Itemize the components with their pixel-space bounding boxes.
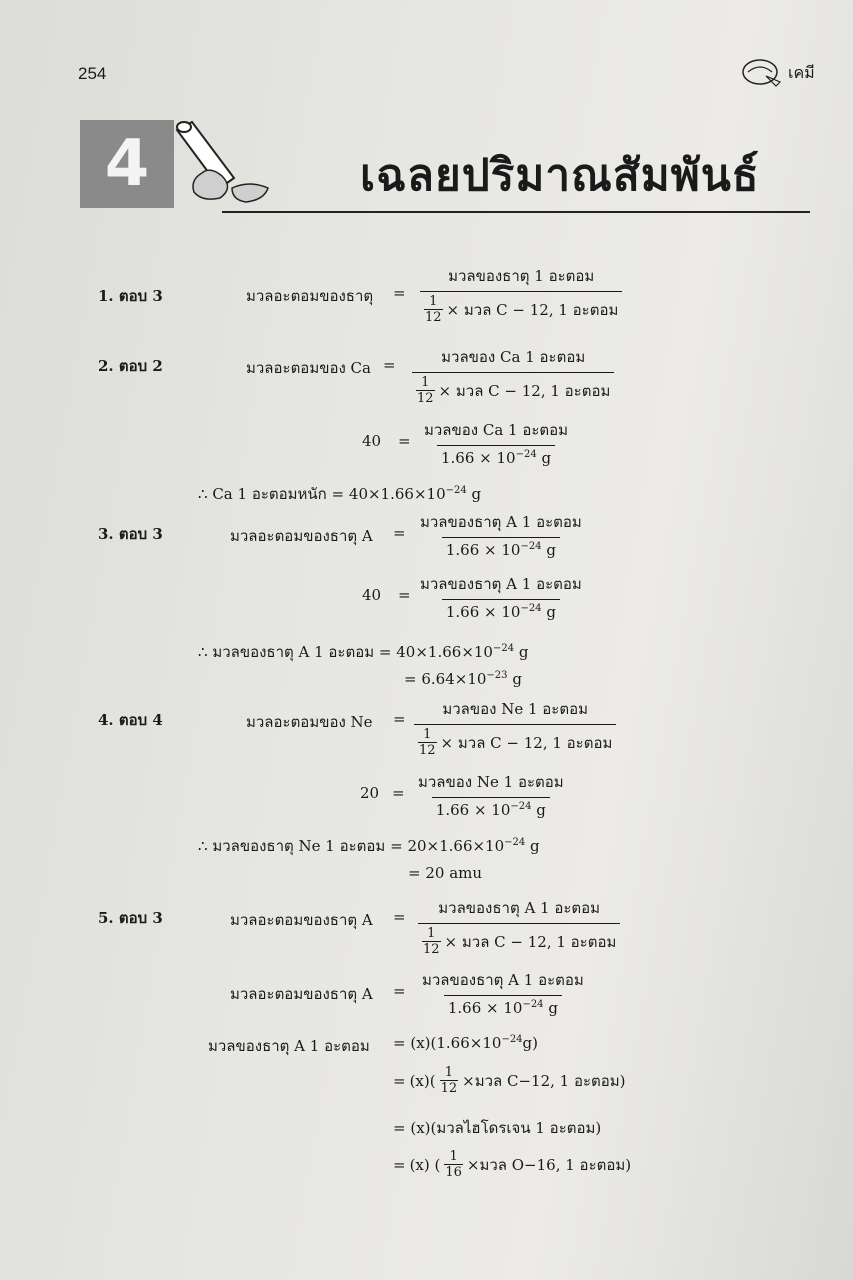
result-rhs: 40×1.66×10 bbox=[396, 643, 493, 661]
answer-5-mass-lhs: มวลของธาตุ A 1 อะตอม bbox=[208, 1037, 370, 1055]
fraction-numerator: มวลของธาตุ A 1 อะตอม bbox=[420, 513, 582, 531]
fraction-denominator bbox=[432, 797, 550, 819]
unit: g bbox=[546, 541, 556, 559]
answer-2-fraction bbox=[412, 345, 614, 405]
answer-4-step-fraction bbox=[414, 770, 568, 819]
exponent: −23 bbox=[486, 670, 508, 681]
unit: g bbox=[541, 449, 552, 467]
result-rhs: 40×1.66×10 bbox=[348, 485, 446, 503]
unit: g bbox=[530, 837, 540, 855]
chapter-number-box bbox=[80, 120, 174, 208]
answer-3-label: 3. ตอบ 3 bbox=[98, 525, 163, 543]
equals-sign: = bbox=[393, 1071, 406, 1090]
equals-sign: = bbox=[393, 284, 406, 302]
denominator-base: 1.66 × 10 bbox=[440, 449, 516, 467]
fraction-numerator: มวลของธาตุ A 1 อะตอม bbox=[422, 971, 584, 989]
answer-3-result bbox=[198, 640, 528, 664]
one-twelfth bbox=[418, 728, 437, 757]
fraction-denominator bbox=[412, 372, 614, 405]
equals-sign: = bbox=[398, 586, 411, 604]
exponent: −24 bbox=[520, 603, 542, 614]
flask-illustration-icon bbox=[172, 118, 272, 208]
fraction-numerator: มวลของ Ne 1 อะตอม bbox=[418, 773, 564, 791]
exponent: −24 bbox=[501, 1034, 523, 1045]
unit: g bbox=[546, 603, 556, 621]
fraction-denominator bbox=[437, 445, 555, 467]
exponent: −24 bbox=[445, 485, 467, 496]
unit: g bbox=[536, 801, 546, 819]
unit: g bbox=[512, 670, 522, 688]
answer-4-label: 4. ตอบ 4 bbox=[98, 711, 163, 729]
answer-3-lhs: มวลอะตอมของธาตุ A bbox=[230, 527, 373, 545]
mini-denominator: 12 bbox=[423, 942, 440, 957]
fraction-denominator bbox=[420, 291, 622, 324]
equals-sign: = bbox=[393, 1155, 406, 1174]
answer-3-step-fraction bbox=[416, 572, 586, 621]
page-number: 254 bbox=[78, 64, 107, 83]
answer-4-fraction bbox=[414, 697, 616, 757]
fraction-denominator bbox=[414, 724, 616, 757]
mini-numerator: 1 bbox=[429, 294, 438, 309]
mini-numerator: 1 bbox=[423, 727, 432, 742]
answer-2-label: 2. ตอบ 2 bbox=[98, 357, 163, 375]
mini-numerator: 1 bbox=[444, 1065, 453, 1080]
equals-sign: = bbox=[378, 643, 392, 661]
fraction-numerator: มวลของ Ne 1 อะตอม bbox=[442, 700, 589, 718]
answer-1-label: 1. ตอบ 3 bbox=[98, 287, 163, 305]
answer-5-line-1 bbox=[393, 1034, 538, 1052]
equals-sign: = bbox=[390, 837, 403, 855]
fraction-denominator bbox=[418, 923, 620, 956]
line-text: (x)( bbox=[409, 1071, 436, 1090]
mini-denominator: 12 bbox=[417, 391, 434, 406]
denominator-base: 1.66 × 10 bbox=[435, 801, 511, 819]
chapter-number: 4 bbox=[104, 127, 150, 201]
result-rhs: 20×1.66×10 bbox=[407, 837, 505, 855]
answer-5-line-3 bbox=[393, 1116, 601, 1140]
answer-2-result bbox=[198, 482, 481, 506]
fraction-denominator bbox=[442, 537, 560, 559]
answer-1-fraction bbox=[420, 264, 622, 324]
fraction-numerator: มวลของ Ca 1 อะตอม bbox=[441, 348, 586, 366]
fraction-numerator: มวลของธาตุ A 1 อะตอม bbox=[420, 575, 582, 593]
result-lhs: มวลของธาตุ A 1 อะตอม bbox=[212, 643, 375, 661]
answer-3-step-lhs: 40 bbox=[362, 586, 382, 604]
title-rule bbox=[222, 211, 810, 213]
exponent: −24 bbox=[522, 999, 544, 1010]
one-twelfth bbox=[416, 376, 435, 405]
line-tail: g) bbox=[522, 1034, 539, 1052]
mini-denominator: 12 bbox=[440, 1081, 458, 1096]
beaker-logo-icon bbox=[740, 58, 784, 88]
one-twelfth bbox=[422, 927, 441, 956]
mini-denominator: 12 bbox=[419, 743, 436, 758]
line-tail: ×มวล O−16, 1 อะตอม) bbox=[466, 1155, 632, 1174]
subject-header bbox=[740, 58, 815, 88]
answer-2-step-fraction bbox=[420, 418, 572, 467]
one-twelfth bbox=[424, 295, 443, 324]
subject-label: เคมี bbox=[788, 62, 815, 82]
line-text: (x)(1.66×10 bbox=[410, 1034, 502, 1052]
fraction-numerator: มวลของธาตุ 1 อะตอม bbox=[448, 267, 595, 285]
final-value: 20 amu bbox=[425, 864, 483, 882]
one-sixteenth bbox=[444, 1150, 463, 1179]
answer-5-lhs-2: มวลอะตอมของธาตุ A bbox=[230, 985, 373, 1003]
equals-sign: = bbox=[331, 485, 345, 503]
equals-sign: = bbox=[408, 864, 421, 882]
fraction-denominator bbox=[442, 599, 560, 621]
equals-sign: = bbox=[392, 784, 405, 802]
answer-4-lhs: มวลอะตอมของ Ne bbox=[246, 713, 373, 731]
denominator-text: × มวล C − 12, 1 อะตอม bbox=[444, 932, 617, 951]
therefore-symbol: ∴ bbox=[198, 485, 208, 503]
exponent: −24 bbox=[492, 643, 515, 654]
denominator-text: × มวล C − 12, 1 อะตอม bbox=[440, 733, 613, 752]
denominator-base: 1.66 × 10 bbox=[445, 541, 521, 559]
unit: g bbox=[548, 999, 558, 1017]
denominator-text: × มวล C − 12, 1 อะตอม bbox=[438, 381, 611, 400]
line-tail: ×มวล C−12, 1 อะตอม) bbox=[462, 1071, 626, 1090]
exponent: −24 bbox=[515, 449, 537, 460]
therefore-symbol: ∴ bbox=[198, 837, 208, 855]
answer-2-lhs: มวลอะตอมของ Ca bbox=[246, 359, 371, 377]
mini-denominator: 16 bbox=[445, 1165, 462, 1180]
answer-5-label: 5. ตอบ 3 bbox=[98, 909, 163, 927]
denominator-base: 1.66 × 10 bbox=[445, 603, 521, 621]
answer-5-step-fraction bbox=[418, 968, 588, 1017]
equals-sign: = bbox=[404, 670, 417, 688]
mini-numerator: 1 bbox=[449, 1149, 458, 1164]
answer-1-lhs: มวลอะตอมของธาตุ bbox=[246, 287, 374, 305]
line-text: (x)(มวลไฮโดรเจน 1 อะตอม) bbox=[410, 1119, 602, 1137]
equals-sign: = bbox=[383, 356, 396, 374]
mini-numerator: 1 bbox=[427, 926, 436, 941]
exponent: −24 bbox=[520, 541, 542, 552]
answer-5-lhs: มวลอะตอมของธาตุ A bbox=[230, 911, 373, 929]
answer-3-fraction bbox=[416, 510, 586, 559]
answer-2-step-lhs: 40 bbox=[362, 432, 382, 450]
equals-sign: = bbox=[393, 1034, 406, 1052]
equals-sign: = bbox=[393, 524, 406, 542]
answer-5-line-4 bbox=[393, 1150, 631, 1179]
final-value: 6.64×10 bbox=[421, 670, 487, 688]
one-twelfth bbox=[440, 1066, 459, 1095]
line-text: (x) ( bbox=[409, 1155, 441, 1174]
denominator-text: × มวล C − 12, 1 อะตอม bbox=[446, 300, 619, 319]
answer-4-final bbox=[408, 864, 482, 882]
answer-5-line-2 bbox=[393, 1066, 626, 1095]
mini-denominator: 12 bbox=[425, 310, 442, 325]
denominator-base: 1.66 × 10 bbox=[447, 999, 523, 1017]
equals-sign: = bbox=[393, 982, 406, 1000]
chapter-title: เฉลยปริมาณสัมพันธ์ bbox=[360, 150, 760, 201]
fraction-numerator: มวลของธาตุ A 1 อะตอม bbox=[438, 899, 601, 917]
answer-4-result bbox=[198, 834, 540, 858]
equals-sign: = bbox=[393, 1119, 406, 1137]
result-lhs: Ca 1 อะตอมหนัก bbox=[212, 485, 327, 503]
answer-5-fraction bbox=[418, 896, 620, 956]
result-lhs: มวลของธาตุ Ne 1 อะตอม bbox=[212, 837, 386, 855]
unit: g bbox=[518, 643, 529, 661]
exponent: −24 bbox=[504, 837, 526, 848]
answer-4-step-lhs: 20 bbox=[360, 784, 380, 802]
exponent: −24 bbox=[510, 801, 532, 812]
equals-sign: = bbox=[393, 908, 406, 926]
fraction-denominator bbox=[444, 995, 562, 1017]
fraction-numerator: มวลของ Ca 1 อะตอม bbox=[424, 421, 569, 439]
unit: g bbox=[471, 485, 482, 503]
mini-numerator: 1 bbox=[421, 375, 430, 390]
equals-sign: = bbox=[398, 432, 411, 450]
therefore-symbol: ∴ bbox=[198, 643, 208, 661]
answer-3-final bbox=[404, 670, 522, 688]
equals-sign: = bbox=[393, 710, 406, 728]
